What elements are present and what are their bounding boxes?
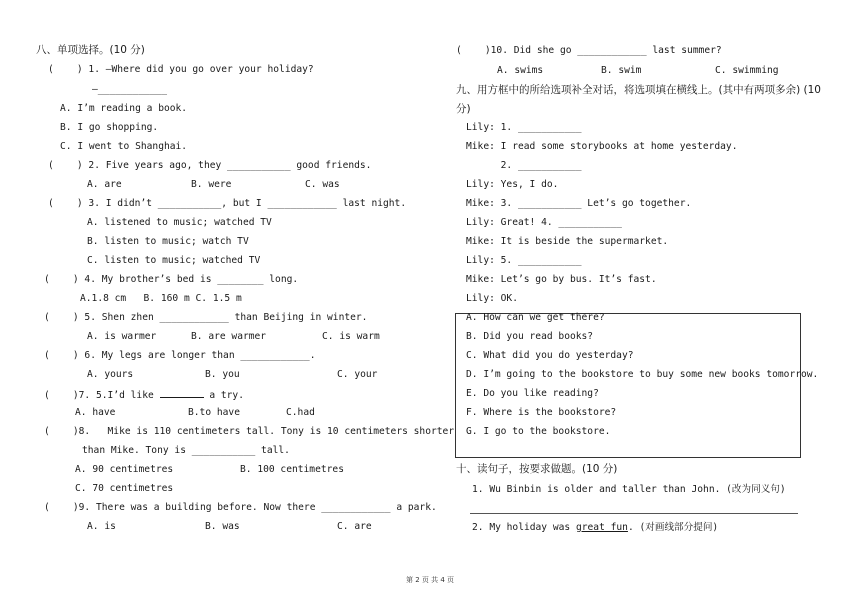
section-10-title: 十、读句子，按要求做题。(10 分) [456,463,618,475]
question-8-line-2: than Mike. Tony is ___________ tall. [82,445,290,456]
question-3-option-b: B. listen to music; watch TV [87,236,249,247]
option-c: C. What did you do yesterday? [466,350,634,361]
question-10-option-a: A. swims [497,65,544,76]
option-b: B. Did you read books? [466,331,594,342]
question-5-option-a: A. is warmer [87,331,157,342]
question-7-blank [160,388,204,398]
question-9-option-b: B. was [205,521,240,532]
dialogue-line-10: Lily: OK. [466,293,518,304]
question-2: ( ) 2. Five years ago, they ___________ good friends. [48,160,372,171]
question-7 [44,388,244,402]
question-10: ( )10. Did she go ____________ last summer? [456,45,722,56]
question-3-option-a: A. listened to music; watched TV [87,217,272,228]
question-2-option-a: A. are [87,179,122,190]
section-10-question-2-prefix: 2. My holiday was [472,522,576,533]
dialogue-line-8: Lily: 5. ___________ [466,255,582,266]
question-4: ( ) 4. My brother’s bed is ________ long. [44,274,299,285]
dialogue-line-2: Mike: I read some storybooks at home yesterday. [466,141,738,152]
question-7-option-b: B.to have [188,407,240,418]
question-7-prefix: ( )7. 5.I’d like [44,390,154,401]
question-2-option-b: B. were [191,179,232,190]
question-6: ( ) 6. My legs are longer than ____________. [44,350,316,361]
question-9-option-a: A. is [87,521,116,532]
dialogue-line-3: 2. ___________ [466,160,582,171]
question-3: ( ) 3. I didn’t ___________, but I ____________ last night. [48,198,407,209]
question-4-options: A.1.8 cm B. 160 m C. 1.5 m [80,293,242,304]
option-f: F. Where is the bookstore? [466,407,617,418]
question-7-option-a: A. have [75,407,116,418]
question-10-option-c: C. swimming [715,65,779,76]
question-1-option-b: B. I go shopping. [60,122,159,133]
answer-line [470,513,798,514]
section-9-title-line-1: 九、用方框中的所给选项补全对话，将选项填在横线上。(其中有两项多余) (10 [456,84,821,96]
option-e: E. Do you like reading? [466,388,599,399]
dialogue-line-5: Mike: 3. ___________ Let’s go together. [466,198,692,209]
section-10-question-2-suffix: . (对画线部分提问) [627,522,719,533]
question-5: ( ) 5. Shen zhen ____________ than Beijing in winter. [44,312,368,323]
question-6-option-a: A. yours [87,369,134,380]
dialogue-line-1: Lily: 1. ___________ [466,122,582,133]
question-9: ( )9. There was a building before. Now there ____________ a park. [44,502,437,513]
question-8-option-a: A. 90 centimetres [75,464,174,475]
dialogue-line-4: Lily: Yes, I do. [466,179,559,190]
question-8-option-b: B. 100 centimetres [240,464,344,475]
question-6-option-c: C. your [337,369,378,380]
page-footer: 第 2 页 共 4 页 [405,576,455,584]
dialogue-line-9: Mike: Let’s go by bus. It’s fast. [466,274,657,285]
question-7-option-c: C.had [286,407,315,418]
section-9-title-line-2: 分) [456,103,471,115]
section-8-title: 八、单项选择。(10 分) [36,44,145,56]
option-d: D. I’m going to the bookstore to buy some new books tomorrow. [466,369,819,380]
question-1-option-c: C. I went to Shanghai. [60,141,188,152]
question-2-option-c: C. was [305,179,340,190]
option-a: A. How can we get there? [466,312,605,323]
question-3-option-c: C. listen to music; watched TV [87,255,261,266]
question-8-option-c: C. 70 centimetres [75,483,174,494]
dialogue-line-6: Lily: Great! 4. ___________ [466,217,622,228]
section-10-question-1: 1. Wu Binbin is older and taller than John. (改为同义句) [472,484,786,495]
question-10-option-b: B. swim [601,65,642,76]
question-8-line-1: ( )8. Mike is 110 centimeters tall. Tony is 10 centimeters shorter [44,426,455,437]
question-5-option-b: B. are warmer [191,331,267,342]
question-9-option-c: C. are [337,521,372,532]
question-1: ( ) 1. —Where did you go over your holiday? [48,64,314,75]
question-1-option-a: A. I’m reading a book. [60,103,188,114]
option-g: G. I go to the bookstore. [466,426,611,437]
question-1-answer-line: —____________ [92,84,168,95]
question-5-option-c: C. is warm [322,331,380,342]
dialogue-line-7: Mike: It is beside the supermarket. [466,236,669,247]
section-10-question-2 [472,522,718,534]
section-10-question-2-underlined: great fun [575,522,628,533]
question-7-suffix: a try. [209,390,244,401]
question-6-option-b: B. you [205,369,240,380]
